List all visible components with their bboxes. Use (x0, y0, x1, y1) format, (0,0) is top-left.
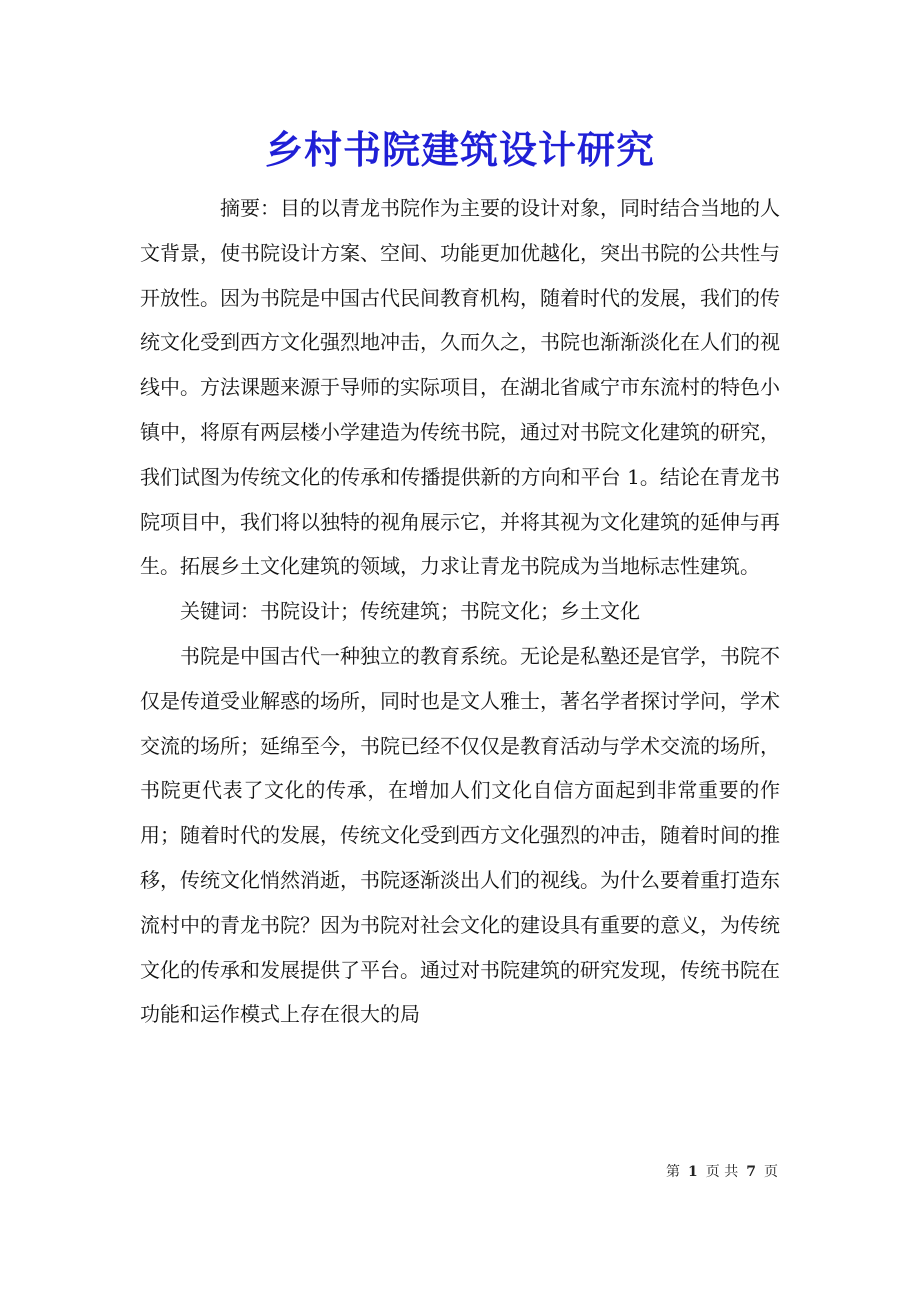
footer-suffix: 页 (764, 1164, 778, 1180)
keywords-paragraph: 关键词：书院设计；传统建筑；书院文化；乡土文化 (180, 599, 640, 624)
document-body (140, 186, 780, 1037)
footer-total-pages: 7 (746, 1164, 756, 1180)
document-title: 乡村书院建筑设计研究 (264, 127, 655, 172)
footer-page-number: 1 (688, 1164, 698, 1180)
footer-prefix: 第 (666, 1164, 681, 1180)
page-footer (0, 1162, 780, 1182)
abstract-paragraph: 摘要：目的以青龙书院作为主要的设计对象，同时结合当地的人文背景，使书院设计方案、空间、功能更加优越化，突出书院的公共性与开放性。因为书院是中国古代民间教育机构，随着时代的发展，我们的传统文化受到西方文化强烈地冲击，久而久之，书院也渐渐淡化在人们的视线中。方法课题来源于导师的实际项目，在湖北省咸宁市东流村的特色小镇中，将原有两层楼小学建造为传统书院，通过对书院文化建筑的研究，我们试图为传统文化的传承和传播提供新的方向和平台 1。结论在青龙书院项目中，我们将以独特的视角展示它，并将其视为文化建筑的延伸与再生。拓展乡土文化建筑的领域，力求让青龙书院成为当地标志性建筑。 (140, 196, 780, 579)
footer-middle: 页 共 (705, 1164, 739, 1180)
body-paragraph: 书院是中国古代一种独立的教育系统。无论是私塾还是官学，书院不仅是传道受业解惑的场所，同时也是文人雅士，著名学者探讨学问，学术交流的场所；延绵至今，书院已经不仅仅是教育活动与学术交流的场所，书院更代表了文化的传承，在增加人们文化自信方面起到非常重要的作用；随着时代的发展，传统文化受到西方文化强烈的冲击，随着时间的推移，传统文化悄然消逝，书院逐渐淡出人们的视线。为什么要着重打造东流村中的青龙书院？因为书院对社会文化的建设具有重要的意义，为传统文化的传承和发展提供了平台。通过对书院建筑的研究发现，传统书院在功能和运作模式上存在很大的局 (140, 643, 780, 1027)
